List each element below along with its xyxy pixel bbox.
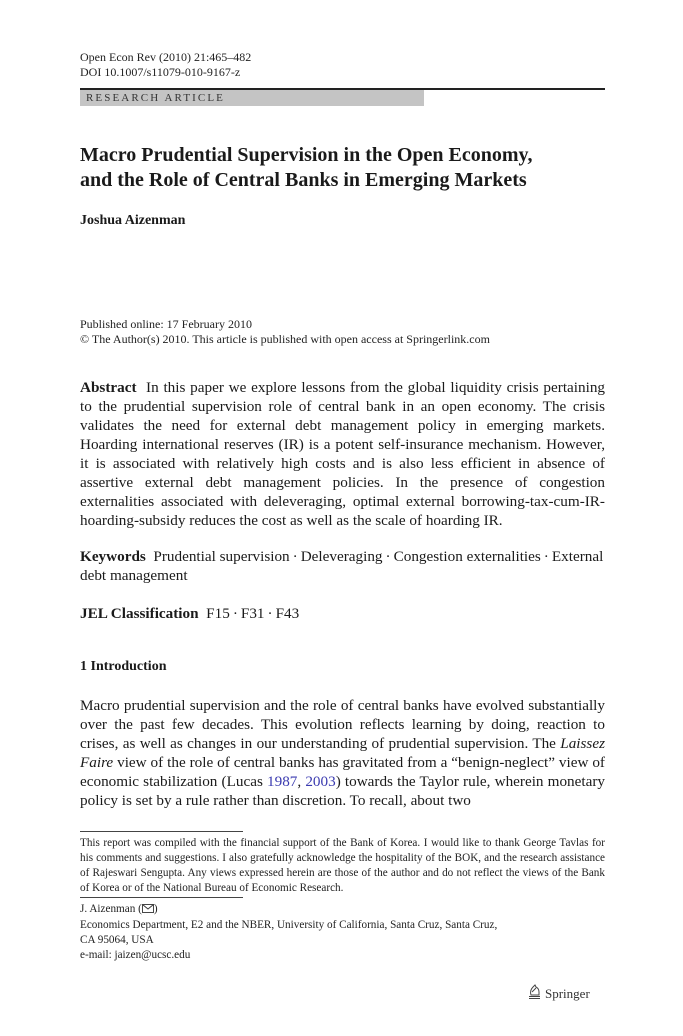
paper-title: [80, 143, 620, 193]
envelope-icon[interactable]: [142, 903, 154, 918]
published-online: Published online: 17 February 2010: [80, 317, 252, 331]
keyword-separator: ·: [385, 548, 391, 565]
author-affiliation: [80, 902, 605, 963]
citation-link-2003[interactable]: 2003: [305, 773, 336, 790]
copyright-text: The Author(s) 2010. This article is published with open access at Springerlink.com: [89, 332, 490, 346]
affiliation-name-line: J. Aizenman ( ): [80, 902, 605, 918]
italic-term: Laissez Faire: [80, 735, 605, 771]
publisher-logo: [527, 984, 590, 1004]
keyword: External debt management: [80, 548, 604, 584]
keyword: Congestion externalities: [393, 548, 541, 565]
abstract-label: Abstract: [80, 379, 137, 396]
keyword: Prudential supervision: [153, 548, 290, 565]
springer-horse-icon: [527, 984, 541, 1004]
affiliation-rule: [80, 897, 243, 898]
affiliation-author: J. Aizenman: [80, 903, 136, 915]
copyright-notice: [80, 332, 490, 347]
footnote-rule: [80, 831, 243, 832]
keywords: [80, 547, 605, 585]
affiliation-address-line-1: Economics Department, E2 and the NBER, University of California, Santa Cruz, Santa Cruz,: [80, 919, 498, 931]
citation-link-1987[interactable]: 1987: [267, 773, 298, 790]
citation-separator: ,: [297, 773, 306, 790]
jel-code: F15: [206, 605, 230, 622]
keyword-separator: ·: [543, 548, 549, 565]
jel-label: JEL Classification: [80, 605, 199, 622]
doi: DOI 10.1007/s11079-010-9167-z: [80, 65, 241, 79]
abstract: [80, 378, 605, 530]
journal-reference: Open Econ Rev (2010) 21:465–482: [80, 50, 252, 64]
affiliation-address-line-2: CA 95064, USA: [80, 934, 154, 946]
keyword: Deleveraging: [300, 548, 383, 565]
author-name: Joshua Aizenman: [80, 213, 186, 228]
paragraph-text: Macro prudential supervision and the role of central banks have evolved substantially over the past few decades. This evolution reflects learning by doing, reaction to crises, as well as changes in our understanding of prudential supervision. The: [80, 697, 605, 752]
introduction-paragraph: [80, 696, 605, 810]
jel-separator: ·: [232, 605, 238, 622]
affiliation-email[interactable]: e-mail: jaizen@ucsc.edu: [80, 949, 191, 961]
acknowledgement-footnote: This report was compiled with the financial support of the Bank of Korea. I would like to thank George Tavlas for his comments and suggestions. I also gratefully acknowledge the hospitality of the BOK, and the research assistance of Rajeswari Sengupta. Any views expressed herein are those of the author and do not reflect the views of the Bank of Korea or of the National Bureau of Economic Research.: [80, 837, 605, 894]
abstract-text: In this paper we explore lessons from the global liquidity crisis pertaining to the prudential supervision role of central bank in an open economy. The crisis validates the need for external debt management policy in emerging markets. Hoarding international reserves (IR) is a potent self-insurance mechanism. However, it is associated with relatively high costs and is also less efficient in absence of assertive external debt management policies. In the presence of congestion externalities associated with deleveraging, optimal external borrowing-tax-cum-IR-hoarding-subsidy reduces the cost as well as the scale of hoarding IR.: [80, 379, 606, 529]
jel-code: F43: [275, 605, 300, 622]
keyword-separator: ·: [292, 548, 298, 565]
jel-separator: ·: [267, 605, 273, 622]
title-line-2: and the Role of Central Banks in Emerging Markets: [80, 169, 527, 191]
jel-classification: [80, 604, 605, 623]
jel-code: F31: [240, 605, 265, 622]
keywords-label: Keywords: [80, 548, 146, 565]
publisher-name: Springer: [545, 986, 590, 1001]
paragraph-text: ) towards the Taylor rule, wherein monetary policy is set by a rule rather than discretion. To recall, about two: [80, 773, 606, 809]
copyright-icon: ©: [80, 332, 90, 346]
section-heading-introduction: 1 Introduction: [80, 659, 167, 674]
title-line-1: Macro Prudential Supervision in the Open Economy,: [80, 144, 533, 166]
paragraph-text: view of the role of central banks has gravitated from a “benign-neglect” view of economic stabilization (Lucas: [80, 754, 605, 790]
article-type-banner: RESEARCH ARTICLE: [80, 90, 424, 106]
